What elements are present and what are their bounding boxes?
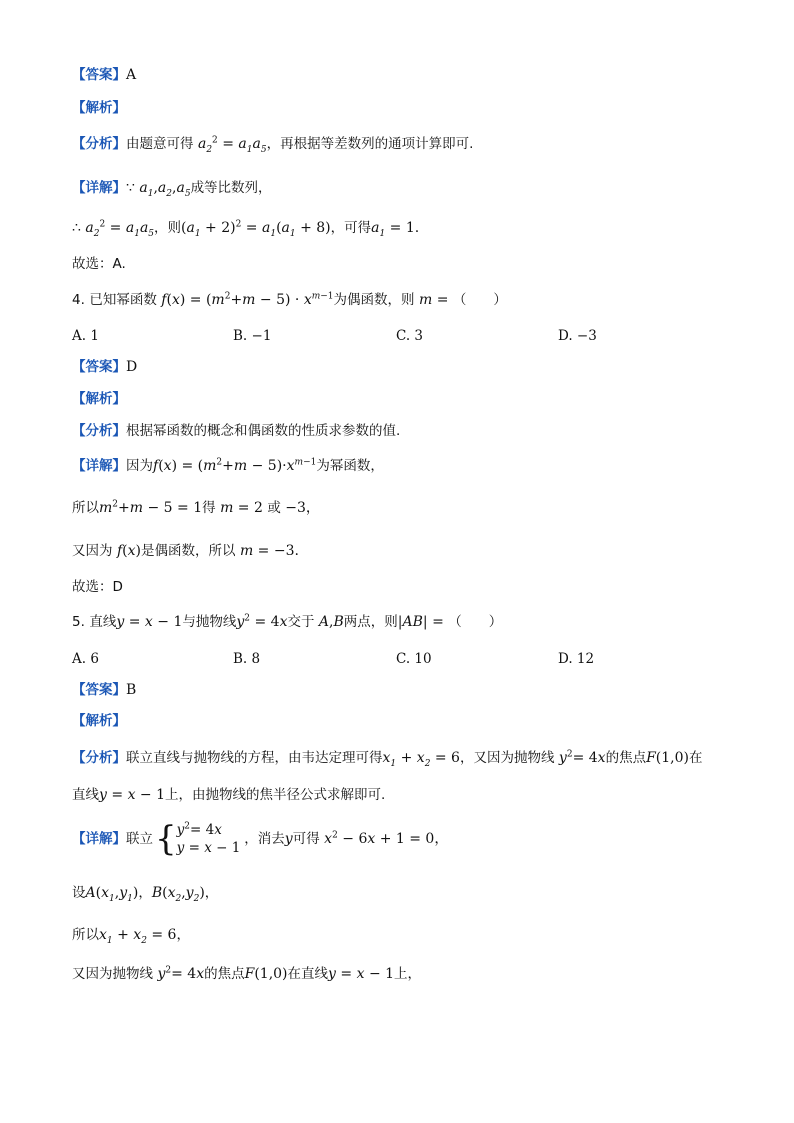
q4-step2-line <box>72 541 299 561</box>
stem-text-c: （ ） <box>452 292 507 308</box>
step3-text-c: 在直线 <box>287 966 329 982</box>
q3-xiangjie-line <box>72 178 272 198</box>
option-a: A. 1 <box>72 328 99 344</box>
q3-conclusion <box>72 254 126 274</box>
stem-text-b: 为偶函数，则 <box>333 292 415 308</box>
formula: $a_1,a_2,a_5$ <box>139 180 191 199</box>
xiangjie-tag: 【详解】 <box>72 180 126 196</box>
stem-text-a: 直线 <box>89 614 117 630</box>
q5-step1-line <box>72 883 218 903</box>
conclusion-text: 故选：A. <box>72 256 126 272</box>
step3-text-d: 上， <box>394 966 422 982</box>
option-b: B. 8 <box>233 651 261 667</box>
formula: $a_2^2 = a_1a_5$ <box>197 135 267 155</box>
stem-text-d: 两点，则 <box>343 614 398 630</box>
q4-xiangjie-line <box>72 456 384 476</box>
step3-text-b: 的焦点 <box>204 966 245 982</box>
analysis-tag: 【解析】 <box>72 713 126 729</box>
xiangjie-tag: 【详解】 <box>72 831 126 847</box>
option-a: A. 6 <box>72 651 99 667</box>
q5-analysis-line <box>72 711 126 731</box>
fenxi-tag: 【分析】 <box>72 423 126 439</box>
xiangjie-tag: 【详解】 <box>72 458 126 474</box>
stem-text-c: 交于 <box>287 614 315 630</box>
q5-step2-line <box>72 925 190 945</box>
option-d: D. 12 <box>558 651 595 667</box>
step1-text-a: 所以 <box>72 500 99 516</box>
q3-answer-line <box>72 65 136 85</box>
formula: y = x − 1 <box>116 614 183 630</box>
fenxi-text-b: ，又因为抛物线 <box>459 750 555 766</box>
q5-answer-line <box>72 680 136 700</box>
q3-fenxi-line <box>72 134 473 154</box>
formula: A,B <box>318 614 344 630</box>
formula: $A(x_1,y_1)$，$B(x_2,y_2)$， <box>85 885 219 904</box>
fenxi-text-a: 联立直线与抛物线的方程，由韦达定理可得 <box>126 750 383 766</box>
fenxi-text: 根据幂函数的概念和偶函数的性质求参数的值. <box>126 423 401 439</box>
formula: $y^2= 4x$ <box>157 965 205 982</box>
step2-text-b: 是偶函数，所以 <box>140 543 236 559</box>
stem-text-a: 已知幂函数 <box>89 292 157 308</box>
formula: $f(x) = (m^2+m - 5)\cdot x^{m-1}$ <box>153 457 317 474</box>
q5-xiangjie-line <box>72 818 448 860</box>
answer-tag: 【答案】 <box>72 682 126 698</box>
answer-tag: 【答案】 <box>72 359 126 375</box>
formula: $(a_1 + 2)^2 = a_1(a_1 + 8)$ <box>181 219 331 239</box>
option-c: C. 3 <box>396 328 424 344</box>
fenxi2-text-b: 上，由抛物线的焦半径公式求解即可. <box>165 787 386 803</box>
step2-text-a: 所以 <box>72 927 99 943</box>
q5-stem <box>72 612 502 632</box>
q3-analysis-line <box>72 98 126 118</box>
formula: m = −3. <box>239 543 299 559</box>
question-number: 5. <box>72 614 85 630</box>
formula: $f(x) = (m^2+m - 5) \cdot x^{m-1}$ <box>161 291 334 308</box>
formula: |AB| = <box>397 614 449 630</box>
step2-text-a: 又因为 <box>72 543 113 559</box>
stem-text-e: （ ） <box>448 614 503 630</box>
q4-stem <box>72 290 507 310</box>
formula: y <box>284 831 293 847</box>
xiangjie-text-a: 联立 <box>126 831 153 847</box>
analysis-tag: 【解析】 <box>72 100 126 116</box>
xiangjie-text-a: 因为 <box>126 458 153 474</box>
formula: $x^2 - 6x + 1 = 0$， <box>324 830 449 847</box>
step-text-a: ，则 <box>154 220 182 236</box>
answer-value: B <box>126 682 137 698</box>
analysis-tag: 【解析】 <box>72 391 126 407</box>
conclusion-text: 故选：D <box>72 579 123 595</box>
q4-conclusion <box>72 577 123 597</box>
q4-answer-line <box>72 357 137 377</box>
formula: F(1,0) <box>646 750 689 766</box>
formula: −3， <box>285 500 320 516</box>
answer-value: D <box>126 359 138 375</box>
q4-analysis-line <box>72 389 126 409</box>
formula: F(1,0) <box>244 966 288 982</box>
q3-step-line <box>72 218 419 238</box>
question-number: 4. <box>72 292 85 308</box>
equation-system: {$y^2= 4x$ y = x − 1 <box>155 819 241 859</box>
formula: m = 2 <box>220 500 263 516</box>
xiangjie-text-b: ，消去 <box>244 831 285 847</box>
step1-text-b: 得 <box>202 500 216 516</box>
formula: f(x) <box>116 543 141 559</box>
fenxi2-text-a: 直线 <box>72 787 99 803</box>
fenxi-text-a: 由题意可得 <box>126 136 194 152</box>
formula: $a_1 = 1$. <box>371 220 420 239</box>
formula: $x_1 + x_2 = 6$， <box>99 927 190 946</box>
formula: $y^2 = 4x$ <box>236 613 288 630</box>
left-brace: { <box>155 819 177 859</box>
step1-text-c: 或 <box>267 500 281 516</box>
fenxi-tag: 【分析】 <box>72 750 126 766</box>
fenxi-tag: 【分析】 <box>72 136 126 152</box>
option-d: D. −3 <box>558 328 597 344</box>
q4-fenxi-line <box>72 421 400 441</box>
q5-step3-line <box>72 964 421 984</box>
step3-text-a: 又因为抛物线 <box>72 966 153 982</box>
option-b: B. −1 <box>233 328 272 344</box>
therefore-symbol: ∴ <box>72 220 81 236</box>
formula: y = x − 1 <box>328 966 395 982</box>
stem-text-b: 与抛物线 <box>182 614 237 630</box>
because-symbol: ∵ <box>126 180 135 196</box>
q4-step1-line <box>72 498 320 518</box>
xiangjie-text-c: 可得 <box>292 831 320 847</box>
formula: m = <box>419 292 453 308</box>
step1-text-a: 设 <box>72 885 86 901</box>
answer-value: A <box>126 67 137 83</box>
fenxi-text-c: 的焦点 <box>605 750 647 766</box>
fenxi-text-d: 在 <box>689 750 703 766</box>
formula: $y^2= 4x$ <box>558 749 606 766</box>
formula: $x_1 + x_2 = 6$ <box>382 750 460 769</box>
formula: y = x − 1 <box>99 787 166 803</box>
xiangjie-text: 成等比数列， <box>190 180 272 196</box>
q5-fenxi-line <box>72 748 703 768</box>
xiangjie-text-b: 为幂函数， <box>316 458 384 474</box>
step-text-b: ，可得 <box>330 220 372 236</box>
fenxi-text-b: ，再根据等差数列的通项计算即可. <box>266 136 474 152</box>
formula: $a_2^2 = a_1a_5$ <box>85 219 155 239</box>
formula: $m^2+m - 5 = 1$ <box>99 499 203 516</box>
q5-fenxi-line2 <box>72 785 385 805</box>
answer-tag: 【答案】 <box>72 67 126 83</box>
option-c: C. 10 <box>396 651 432 667</box>
